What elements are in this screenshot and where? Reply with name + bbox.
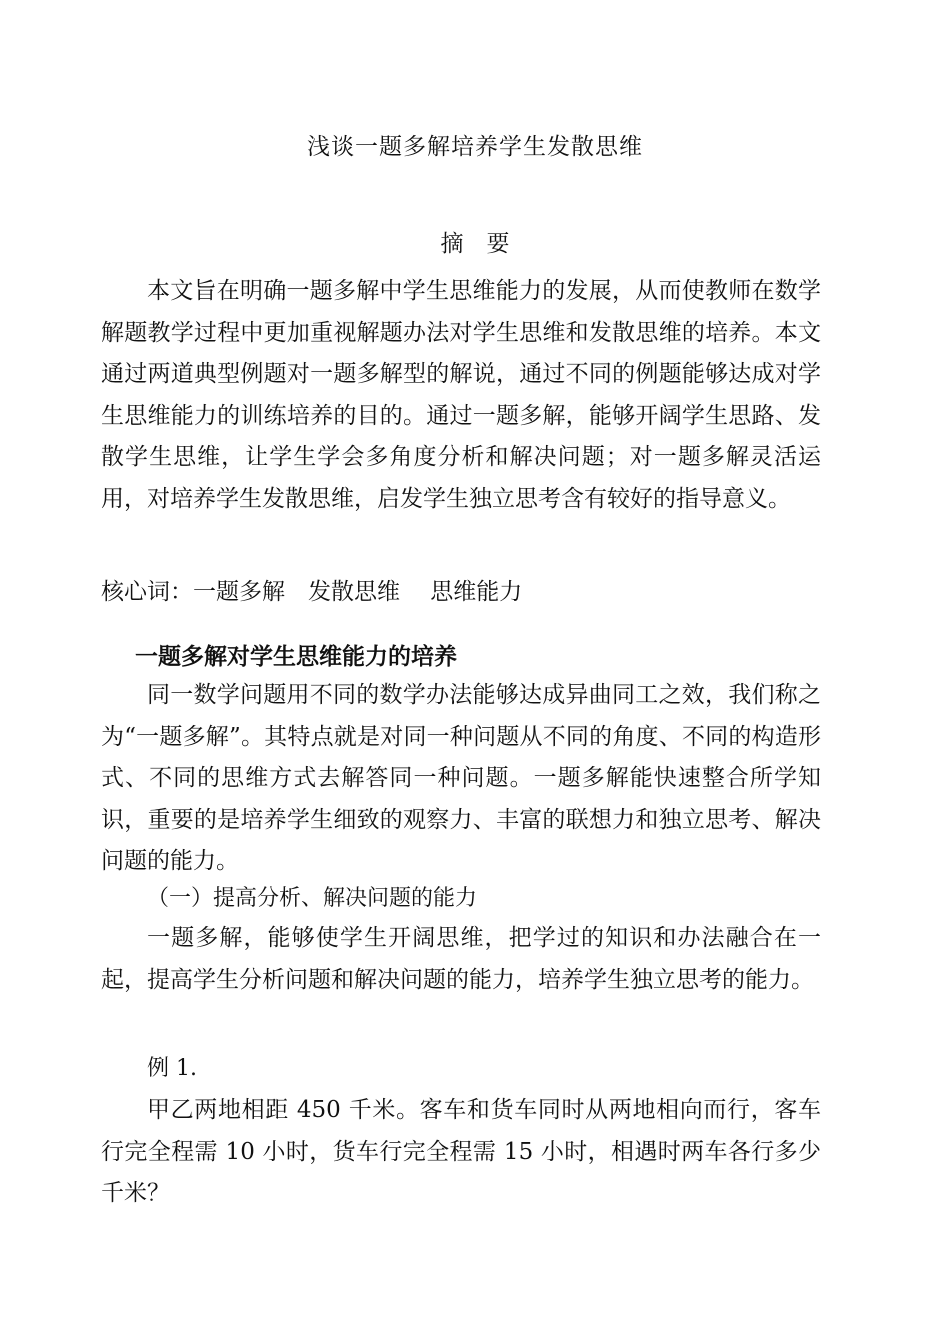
abstract-heading: 摘 要 xyxy=(440,231,510,257)
body-paragraph-1: 同一数学问题用不同的数学办法能够达成异曲同工之效，我们称之为“一题多解”。其特点就是对同一种问题从不同的角度、不同的构造形式、不同的思维方式去解答同一种问题。一题多解能快速整合所学知识，重要的是培养学生细致的观察力、丰富的联想力和独立思考、解决问题的能力。 xyxy=(101,682,821,874)
example-paragraph: 甲乙两地相距 450 千米。客车和货车同时从两地相向而行，客车行完全程需 10 小时，货车行完全程需 15 小时，相遇时两车各行多少千米？ xyxy=(101,1097,821,1206)
body-paragraph-2: 一题多解，能够使学生开阔思维，把学过的知识和办法融合在一起，提高学生分析问题和解决问题的能力，培养学生独立思考的能力。 xyxy=(101,925,821,993)
section-heading: 一题多解对学生思维能力的培养 xyxy=(135,644,457,670)
sub-heading: （一）提高分析、解决问题的能力 xyxy=(147,886,478,911)
abstract-paragraph: 本文旨在明确一题多解中学生思维能力的发展，从而使教师在数学解题教学过程中更加重视解题办法对学生思维和发散思维的培养。本文通过两道典型例题对一题多解型的解说，通过不同的例题能够达成对学生思维能力的训练培养的目的。通过一题多解，能够开阔学生思路、发散学生思维，让学生学会多角度分析和解决问题；对一题多解灵活运用，对培养学生发散思维，启发学生独立思考含有较好的指导意义。 xyxy=(101,278,821,512)
keywords-line: 核心词：一题多解 发散思维 思维能力 xyxy=(101,579,523,605)
example-label: 例 1. xyxy=(147,1056,197,1081)
document-title: 浅谈一题多解培养学生发散思维 xyxy=(307,134,643,160)
